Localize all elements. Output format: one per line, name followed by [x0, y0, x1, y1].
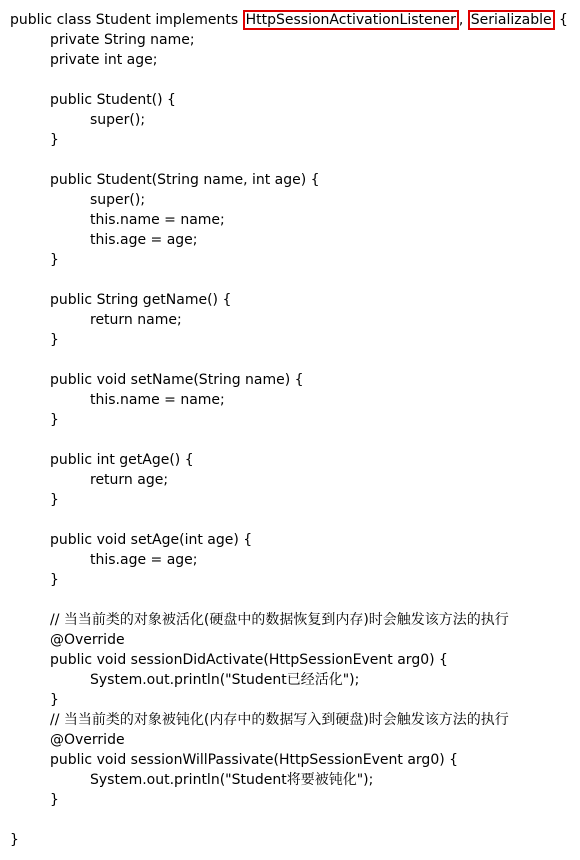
code-line: [10, 70, 580, 90]
code-text: // 当当前类的对象被钝化(内存中的数据写入到硬盘)时会触发该方法的执行: [50, 712, 509, 728]
code-text: public void setAge(int age) {: [50, 532, 253, 548]
code-text: }: [50, 572, 59, 588]
code-line: [10, 10, 580, 30]
code-text: public Student() {: [50, 92, 176, 108]
code-text: private int age;: [50, 52, 158, 68]
code-line: [10, 90, 580, 110]
highlighted-interface-name: HttpSessionActivationListener: [243, 10, 459, 30]
code-text: this.name = name;: [90, 392, 225, 408]
code-text: public void setName(String name) {: [50, 372, 304, 388]
code-text: }: [50, 412, 59, 428]
code-line: [10, 650, 580, 670]
code-line: [10, 470, 580, 490]
code-line: [10, 110, 580, 130]
code-line: [10, 790, 580, 810]
code-text: return name;: [90, 312, 182, 328]
code-line: [10, 450, 580, 470]
code-text: public String getName() {: [50, 292, 232, 308]
code-line: [10, 330, 580, 350]
code-line: [10, 290, 580, 310]
code-text: }: [50, 492, 59, 508]
code-line: [10, 270, 580, 290]
code-text: }: [50, 252, 59, 268]
code-line: [10, 610, 580, 630]
code-line: [10, 190, 580, 210]
code-line: [10, 590, 580, 610]
code-line: [10, 150, 580, 170]
code-line: [10, 130, 580, 150]
code-text: this.age = age;: [90, 232, 198, 248]
code-text: @Override: [50, 632, 125, 648]
code-text: public void sessionDidActivate(HttpSessionEvent arg0) {: [50, 652, 448, 668]
code-line: [10, 490, 580, 510]
code-text: this.name = name;: [90, 212, 225, 228]
code-text: return age;: [90, 472, 169, 488]
code-text: this.age = age;: [90, 552, 198, 568]
code-line: [10, 510, 580, 530]
code-text: ,: [458, 12, 468, 28]
code-line: [10, 370, 580, 390]
code-line: [10, 210, 580, 230]
code-text: public void sessionWillPassivate(HttpSessionEvent arg0) {: [50, 752, 459, 768]
code-text: super();: [90, 192, 146, 208]
code-line: [10, 810, 580, 830]
code-block: [10, 10, 580, 850]
code-line: [10, 530, 580, 550]
code-line: [10, 410, 580, 430]
code-text: super();: [90, 112, 146, 128]
code-line: [10, 710, 580, 730]
code-line: [10, 630, 580, 650]
code-line: [10, 170, 580, 190]
code-text: System.out.println("Student已经活化");: [90, 672, 360, 688]
code-text: // 当当前类的对象被活化(硬盘中的数据恢复到内存)时会触发该方法的执行: [50, 612, 509, 628]
code-text: }: [50, 332, 59, 348]
code-line: [10, 830, 580, 850]
code-line: [10, 550, 580, 570]
code-text: public int getAge() {: [50, 452, 194, 468]
code-line: [10, 50, 580, 70]
code-text: }: [10, 832, 19, 848]
code-line: [10, 250, 580, 270]
code-text: System.out.println("Student将要被钝化");: [90, 772, 374, 788]
code-line: [10, 390, 580, 410]
highlighted-interface-name: Serializable: [468, 10, 555, 30]
code-line: [10, 750, 580, 770]
code-text: private String name;: [50, 32, 195, 48]
code-line: [10, 310, 580, 330]
code-text: public class Student implements: [10, 12, 243, 28]
code-text: @Override: [50, 732, 125, 748]
code-line: [10, 730, 580, 750]
code-text: }: [50, 132, 59, 148]
code-line: [10, 350, 580, 370]
code-text: {: [554, 12, 568, 28]
code-line: [10, 670, 580, 690]
code-line: [10, 690, 580, 710]
code-line: [10, 770, 580, 790]
code-text: }: [50, 792, 59, 808]
code-text: }: [50, 692, 59, 708]
code-line: [10, 230, 580, 250]
code-line: [10, 30, 580, 50]
code-text: public Student(String name, int age) {: [50, 172, 320, 188]
code-line: [10, 570, 580, 590]
code-line: [10, 430, 580, 450]
